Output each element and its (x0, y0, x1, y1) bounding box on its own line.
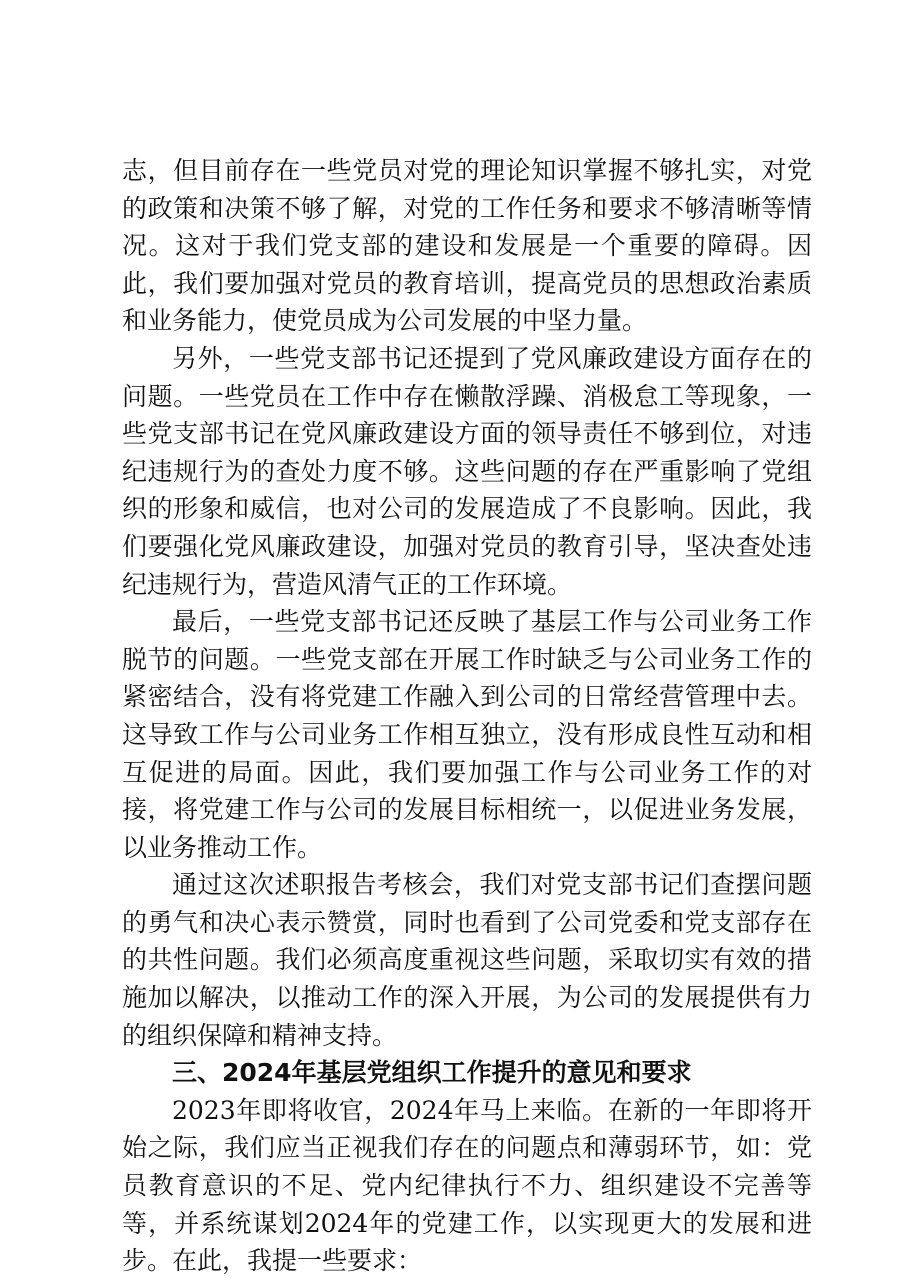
paragraph-party-conduct: 另外，一些党支部书记还提到了党风廉政建设方面存在的问题。一些党员在工作中存在懒散浮躁、消极怠工等现象，一些党支部书记在党风廉政建设方面的领导责任不够到位，对违纪违规行为的查处力度不够。这些问题的存在严重影响了党组织的形象和威信，也对公司的发展造成了不良影响。因此，我们要强化党风廉政建设，加强对党员的教育引导，坚决查处违纪违规行为，营造风清气正的工作环境。 (122, 343, 812, 599)
paragraph-summary: 通过这次述职报告考核会，我们对党支部书记们查摆问题的勇气和决心表示赞赏，同时也看到了公司党委和党支部存在的共性问题。我们必须高度重视这些问题，采取切实有效的措施加以解决，以推动工作的深入开展，为公司的发展提供有力的组织保障和精神支持。 (122, 870, 812, 1050)
paragraph-business-integration: 最后，一些党支部书记还反映了基层工作与公司业务工作脱节的问题。一些党支部在开展工作时缺乏与公司业务工作的紧密结合，没有将党建工作融入到公司的日常经营管理中去。这导致工作与公司业务工作相互独立，没有形成良性互动和相互促进的局面。因此，我们要加强工作与公司业务工作的对接，将党建工作与公司的发展目标相统一，以促进业务发展，以业务推动工作。 (122, 607, 812, 862)
paragraph-requirements-intro: 2023年即将收官，2024年马上来临。在新的一年即将开始之际，我们应当正视我们存在的问题点和薄弱环节，如：党员教育意识的不足、党内纪律执行不力、组织建设不完善等等，并系统谋划2024年的党建工作，以实现更大的发展和进步。在此，我提一些要求： (122, 1095, 812, 1276)
section-heading: 三、2024年基层党组织工作提升的意见和要求 (172, 1058, 692, 1088)
paragraph-continuation: 志，但目前存在一些党员对党的理论知识掌握不够扎实，对党的政策和决策不够了解，对党的工作任务和要求不够清晰等情况。这对于我们党支部的建设和发展是一个重要的障碍。因此，我们要加强对党员的教育培训，提高党员的思想政治素质和业务能力，使党员成为公司发展的中坚力量。 (122, 156, 812, 336)
document-body (122, 152, 812, 1280)
